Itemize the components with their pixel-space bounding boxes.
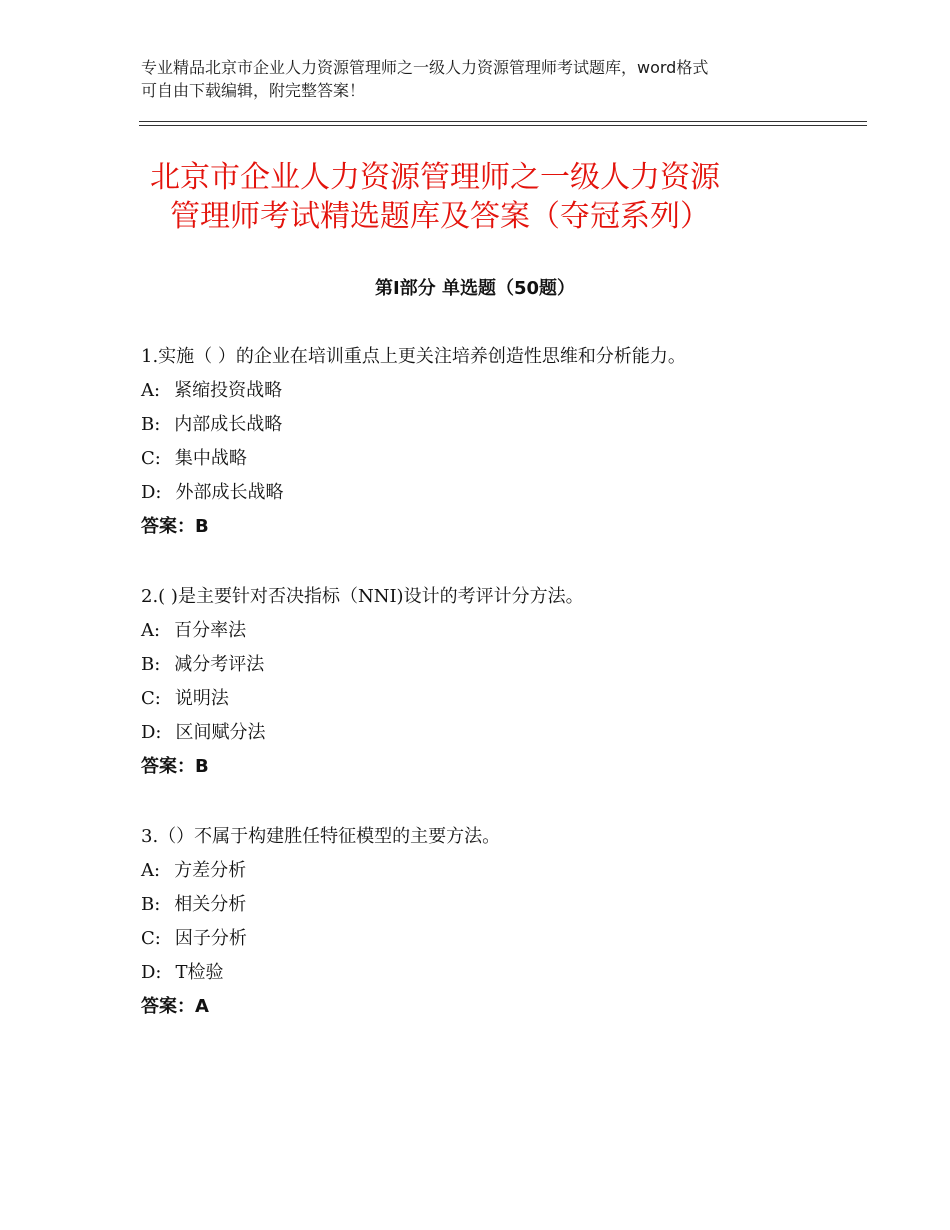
option-b	[141, 888, 841, 922]
option-d	[141, 476, 841, 510]
header-divider-thin	[139, 125, 867, 126]
option-key: B:	[141, 414, 161, 435]
question-3	[141, 820, 841, 1024]
option-text: 集中战略	[174, 448, 247, 469]
option-text: 方差分析	[174, 860, 247, 881]
option-text: 因子分析	[174, 928, 247, 949]
header-note-line-2: 可自由下载编辑，附完整答案！	[141, 81, 366, 100]
option-c	[141, 442, 841, 476]
option-key: A:	[141, 620, 161, 641]
option-text: 相关分析	[174, 894, 247, 915]
option-text: T检验	[175, 962, 224, 983]
option-b	[141, 408, 841, 442]
question-stem: 3.（）不属于构建胜任特征模型的主要方法。	[141, 826, 501, 847]
answer: 答案：B	[141, 756, 209, 777]
header-note	[141, 56, 821, 102]
option-text: 百分率法	[174, 620, 247, 641]
option-a	[141, 614, 841, 648]
option-text: 外部成长战略	[175, 482, 284, 503]
option-b	[141, 648, 841, 682]
section-heading: 第Ⅰ部分 单选题（50题）	[374, 278, 575, 299]
option-key: B:	[141, 894, 161, 915]
option-key: D:	[141, 482, 162, 503]
document-title	[150, 158, 830, 236]
option-text: 减分考评法	[174, 654, 265, 675]
option-a	[141, 374, 841, 408]
document-title-line-1: 北京市企业人力资源管理师之一级人力资源	[150, 160, 720, 195]
option-text: 说明法	[174, 688, 229, 709]
document-title-line-2: 管理师考试精选题库及答案（夺冠系列）	[170, 199, 710, 234]
question-stem: 2.( )是主要针对否决指标（NNI)设计的考评计分方法。	[141, 586, 584, 607]
question-list	[141, 340, 841, 1060]
option-d	[141, 956, 841, 990]
option-key: B:	[141, 654, 161, 675]
option-key: C:	[141, 688, 161, 709]
question-stem: 1.实施（ ）的企业在培训重点上更关注培养创造性思维和分析能力。	[141, 346, 686, 367]
header-note-line-1: 专业精品北京市企业人力资源管理师之一级人力资源管理师考试题库，word格式	[141, 58, 709, 77]
answer: 答案：A	[141, 996, 209, 1017]
option-text: 区间赋分法	[175, 722, 266, 743]
answer: 答案：B	[141, 516, 209, 537]
option-c	[141, 682, 841, 716]
question-1	[141, 340, 841, 544]
question-2	[141, 580, 841, 784]
header-divider-thick	[139, 121, 867, 122]
option-key: D:	[141, 722, 162, 743]
option-a	[141, 854, 841, 888]
option-key: C:	[141, 928, 161, 949]
option-key: A:	[141, 380, 161, 401]
option-key: A:	[141, 860, 161, 881]
option-d	[141, 716, 841, 750]
option-text: 紧缩投资战略	[174, 380, 283, 401]
option-key: D:	[141, 962, 162, 983]
option-c	[141, 922, 841, 956]
option-key: C:	[141, 448, 161, 469]
option-text: 内部成长战略	[174, 414, 283, 435]
